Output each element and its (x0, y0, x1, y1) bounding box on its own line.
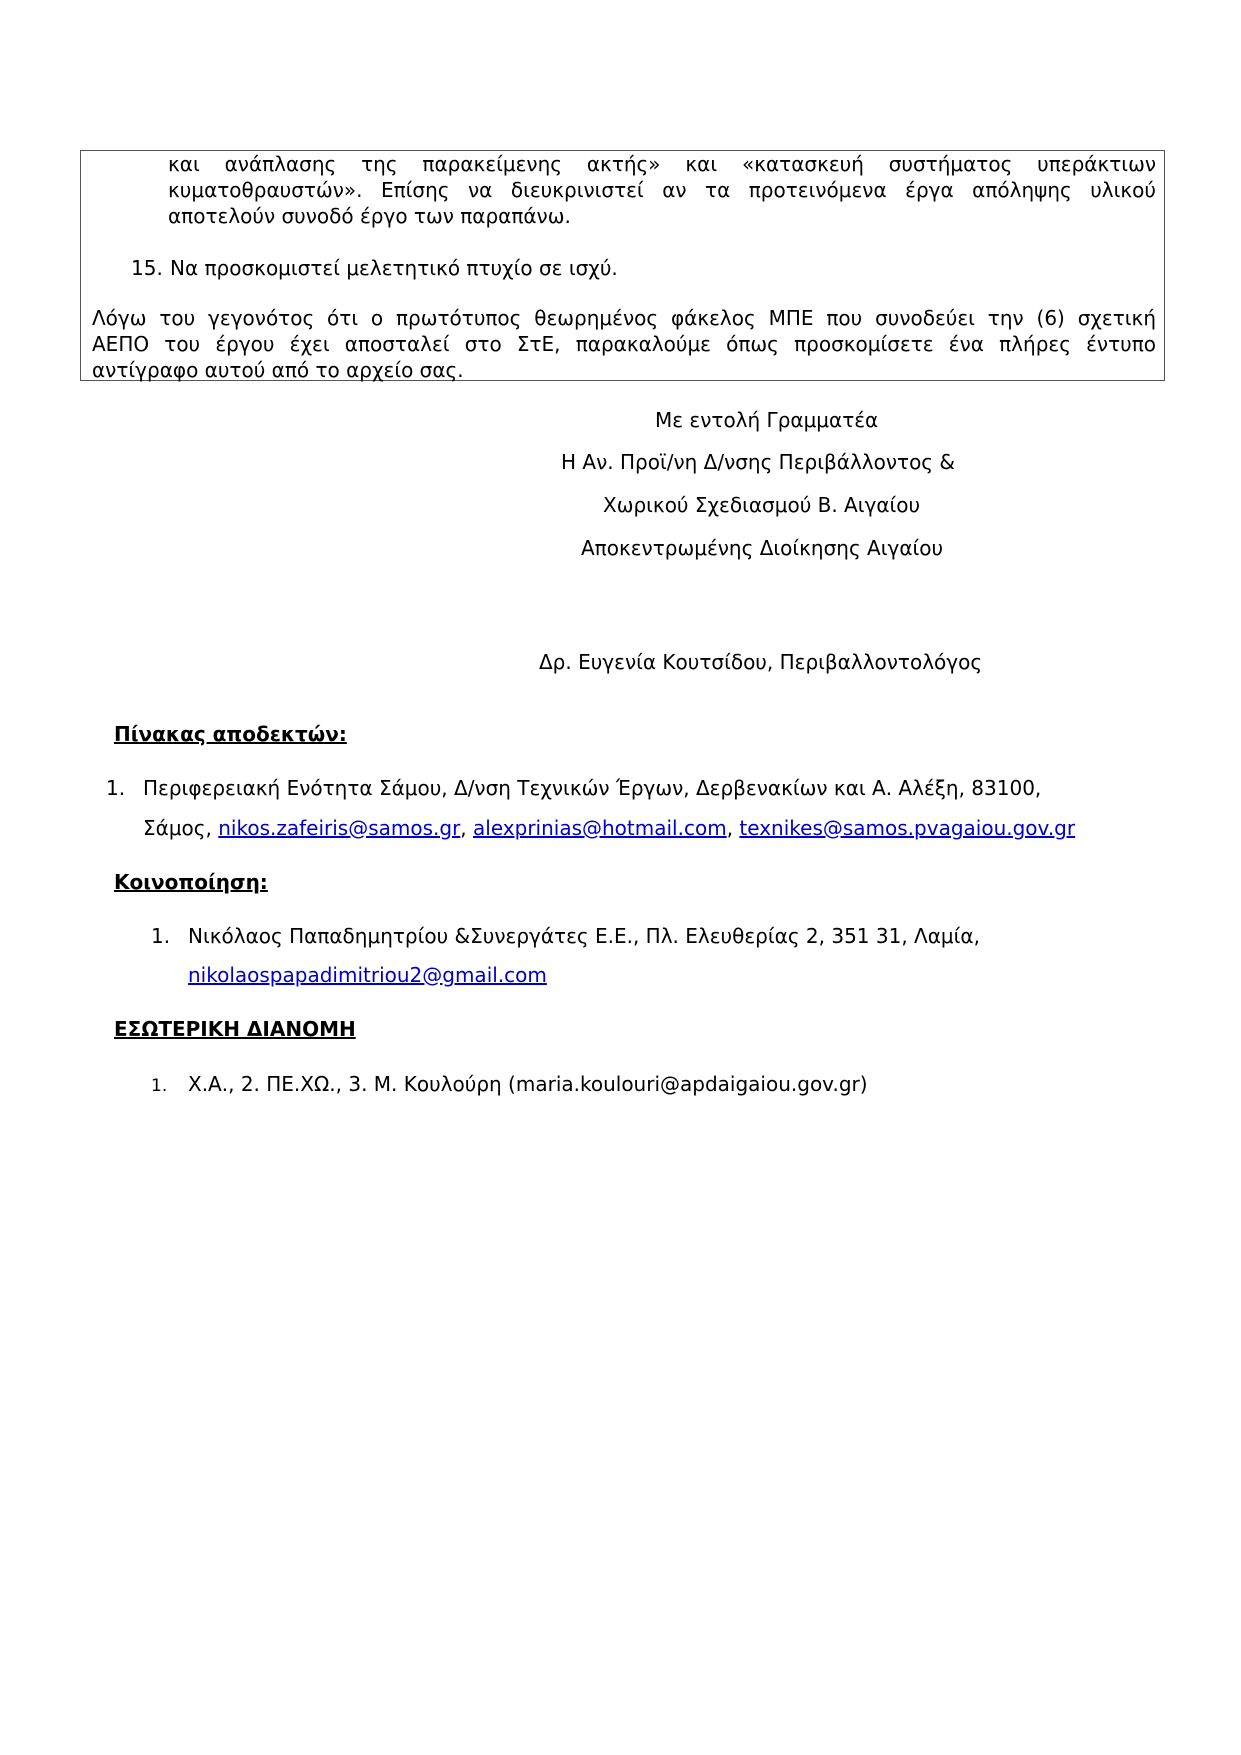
signature-line-2: Η Αν. Προϊ/νη Δ/νσης Περιβάλλοντος & (561, 450, 955, 474)
email-link-texnikes[interactable]: texnikes@samos.pvagaiou.gov.gr (739, 816, 1076, 840)
notification-1-number: 1. (151, 924, 171, 948)
internal-1-text: Χ.Α., 2. ΠΕ.ΧΩ., 3. Μ. Κουλούρη (maria.koulouri@apdaigaiou.gov.gr) (188, 1072, 868, 1096)
email-link-alexprinias[interactable]: alexprinias@hotmail.com (473, 816, 727, 840)
item-14-line: κυματοθραυστών». Επίσης να διευκρινιστεί αν τα προτεινόμενα έργα απόληψης υλικού (168, 178, 1156, 202)
signatory-name: Δρ. Ευγενία Κουτσίδου, Περιβαλλοντολόγος (539, 650, 983, 674)
recipient-1-emails (143, 815, 1075, 841)
closing-line: αντίγραφο αυτού από το αρχείο σας. (92, 358, 464, 382)
item-15-number: 15. (131, 256, 163, 280)
internal-1-number: 1. (151, 1076, 168, 1096)
item-14-line: αποτελούν συνοδό έργο των παραπάνω. (168, 204, 571, 228)
signature-line-3: Χωρικού Σχεδιασμού Β. Αιγαίου (603, 493, 921, 517)
notification-heading: Κοινοποίηση: (114, 870, 268, 894)
closing-line: Λόγω του γεγονότος ότι ο πρωτότυπος θεωρημένος φάκελος ΜΠΕ που συνοδεύει την (6) σχετική (92, 306, 1156, 330)
recipient-1-number: 1. (106, 776, 126, 800)
closing-paragraph (92, 305, 1156, 383)
recipients-heading: Πίνακας αποδεκτών: (114, 722, 347, 746)
recipient-1-line: Περιφερειακή Ενότητα Σάμου, Δ/νση Τεχνικών Έργων, Δερβενακίων και Α. Αλέξη, 83100, (143, 776, 1042, 800)
signature-line-1: Με εντολή Γραμματέα (655, 408, 879, 432)
item-15-text: Να προσκομιστεί μελετητικό πτυχίο σε ισχύ. (170, 256, 618, 280)
notification-1-email-row (188, 962, 547, 988)
recipient-1-prefix: Σάμος, (143, 816, 219, 840)
signature-line-4: Αποκεντρωμένης Διοίκησης Αιγαίου (581, 536, 944, 560)
separator: , (460, 816, 474, 840)
closing-line: ΑΕΠΟ του έργου έχει αποσταλεί στο ΣτΕ, παρακαλούμε όπως προσκομίσετε ένα πλήρες έντυπο (92, 332, 1156, 356)
email-link-nikos[interactable]: nikos.zafeiris@samos.gr (218, 816, 461, 840)
notification-1-line: Νικόλαος Παπαδημητρίου &Συνεργάτες Ε.Ε., Πλ. Ελευθερίας 2, 351 31, Λαμία, (188, 924, 980, 948)
email-link-papadimitriou[interactable]: nikolaospapadimitriou2@gmail.com (188, 963, 547, 987)
item-14-continuation (168, 151, 1156, 229)
item-14-line: και ανάπλασης της παρακείμενης ακτής» και «κατασκευή συστήματος υπεράκτιων (168, 152, 1156, 176)
separator: , (726, 816, 740, 840)
internal-distribution-heading: ΕΣΩΤΕΡΙΚΗ ΔΙΑΝΟΜΗ (114, 1017, 356, 1041)
